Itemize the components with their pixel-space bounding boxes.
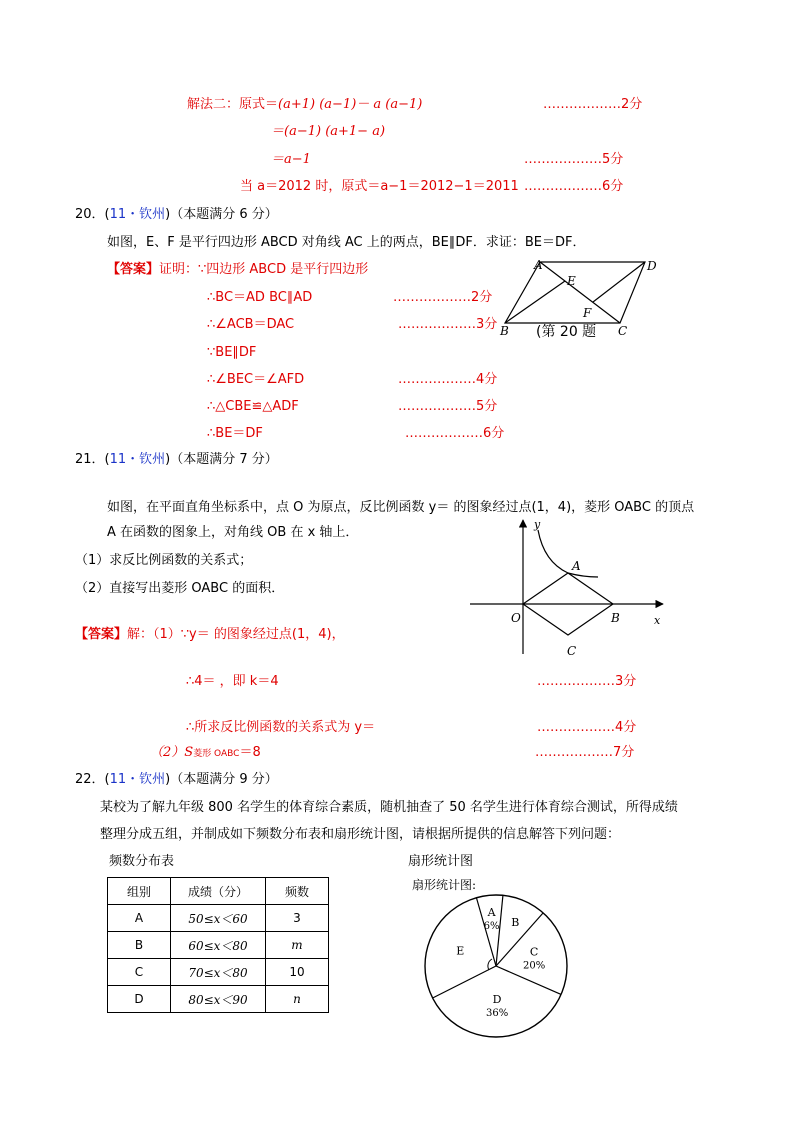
q20-step-3: ∵BE∥DF [207,345,257,360]
table-cell: B [108,932,171,959]
q19-method2-line1 [187,96,422,114]
q20-step-2: ∴∠ACB＝DAC [207,317,295,332]
label-f: F [583,306,592,320]
label-b: B [611,611,620,625]
label-c: C [567,644,577,658]
diagonal-ac [540,262,620,323]
table-cell: 80≤x＜90 [171,986,266,1013]
label-d: D [647,259,657,273]
q21-problem-line2: A 在函数的图象上，对角线 OB 在 x 轴上． [107,525,359,540]
pie-slice-c-percent: 20% [523,960,546,972]
q21-area-value: ＝8 [239,745,261,760]
q20-heading [75,206,278,224]
pie-slice-d-label: D [492,993,502,1007]
q21-answer-line3: ∴所求反比例函数的关系式为 y＝ [186,720,376,735]
q22-source: 11・钦州 [109,772,166,787]
q22-problem-line2: 整理分成五组，并制成如下频数分布表和扇形统计图，请根据所提供的信息解答下列问题： [100,827,621,842]
q20-problem: 如图，E、F 是平行四边形 ABCD 对角线 AC 上的两点，BE∥DF．求证：BE＝DF． [107,235,586,250]
q21-part1: （1）求反比例函数的关系式； [75,553,253,568]
q20-step-2-score: ………………3分 [398,317,498,332]
pie-slice-a-label: A [487,905,496,919]
parallelogram-abcd [505,262,645,323]
label-a: A [534,258,543,272]
q21-area-subscript: 菱形 OABC [193,749,240,759]
pie-inner-title: 扇形统计图: [412,878,477,892]
q22-score-note: )（本题满分 9 分） [165,772,278,787]
q20-answer-tag: 【答案】 [107,262,160,277]
table-row [108,905,329,932]
q20-parallelogram-figure [500,255,670,340]
table-cell: 50≤x＜60 [171,905,266,932]
segment-be [505,281,565,323]
q20-step-6: ∴BE＝DF [207,426,263,441]
label-c: C [618,324,628,338]
table-cell: A [108,905,171,932]
table-cell: 3 [266,905,329,932]
q19-method2-label: 解法二：原式＝ [187,97,279,112]
label-o: O [511,611,521,625]
q21-answer-text1: 解：（1）∵y＝ 的图象经过点(1，4)， [127,627,345,642]
q22-problem-line1: 某校为了解九年级 800 名学生的体育综合素质，随机抽查了 50 名学生进行体育综合测试，所得成绩 [100,800,678,815]
label-y: y [534,518,541,531]
q20-number: 20．( [75,207,110,222]
q20-step-4: ∴∠BEC＝∠AFD [207,372,305,387]
label-b: B [500,324,509,338]
hyperbola-curve [538,530,598,577]
q20-step-5: ∴△CBE≌△ADF [207,399,299,414]
q20-source: 11・钦州 [109,207,166,222]
q20-answer-lead: 证明：∵四边形 ABCD 是平行四边形 [159,262,369,277]
q21-answer-line2-score: ………………3分 [537,674,637,689]
table-header-group: 组别 [108,878,171,905]
q21-score-note: )（本题满分 7 分） [165,452,278,467]
q21-answer-line1 [75,626,345,644]
table-cell: 60≤x＜80 [171,932,266,959]
pie-slice-d-percent: 36% [485,1008,509,1020]
label-x: x [654,614,661,627]
table-row [108,959,329,986]
q19-line4-text: 当 a＝2012 时，原式＝a−1＝2012−1＝2011 [240,179,519,194]
label-a: A [572,559,581,573]
q21-answer-line2: ∴4＝ ，即 k＝4 [186,674,279,689]
q21-part2: （2）直接写出菱形 OABC 的面积． [75,581,285,596]
q21-answer-line3-score: ………………4分 [537,720,637,735]
pie-slice-c-label: C [529,945,539,959]
q21-answer-tag: 【答案】 [75,627,128,642]
q21-number: 21．( [75,452,110,467]
q22-table-title: 频数分布表 [109,854,175,869]
pie-chart [400,873,600,1038]
q19-line4-score: ………………6分 [524,179,624,194]
q20-step-6-score: ………………6分 [405,426,505,441]
figure-caption: (第 20 题 [536,324,597,340]
q20-step-5-score: ………………5分 [398,399,498,414]
table-header-frequency: 频数 [266,878,329,905]
q21-problem-line1: 如图，在平面直角坐标系中，点 O 为原点，反比例函数 y＝ 的图象经过点(1，4)，菱形 OABC 的顶点 [107,500,695,515]
q19-line2-expr: ＝(a−1) (a+1− a) [271,124,386,139]
q19-line3-expr: ＝a−1 [271,152,311,167]
q21-answer-line4 [150,744,261,763]
table-cell: 10 [266,959,329,986]
q19-line1-expr: (a+1) (a−1)－ a (a−1) [278,97,423,112]
table-header-row [108,878,329,905]
q22-pie-title: 扇形统计图 [408,854,474,869]
q19-line3-score: ………………5分 [524,152,624,167]
table-cell: D [108,986,171,1013]
frequency-table [107,877,329,1013]
table-cell: C [108,959,171,986]
q22-heading [75,771,278,789]
q21-answer-line4-score: ………………7分 [535,745,635,760]
table-row [108,932,329,959]
q20-step-1-score: ………………2分 [393,290,493,305]
q20-answer-line [107,261,368,279]
pie-slice-a-percent: 6% [483,920,500,932]
q20-step-1: ∴BC＝AD BC∥AD [207,290,313,305]
q21-source: 11・钦州 [109,452,166,467]
q21-heading [75,451,278,469]
q22-number: 22．( [75,772,110,787]
pie-slice-e-label: E [456,944,465,958]
table-cell: m [266,932,329,959]
pie-slice-b-label: B [511,915,520,929]
q20-score-note: )（本题满分 6 分） [165,207,278,222]
q21-area-symbol: （2）S [150,745,194,760]
q19-line1-score: ………………2分 [543,97,643,112]
label-e: E [567,274,576,288]
table-cell: 70≤x＜80 [171,959,266,986]
q21-coordinate-figure [468,518,668,660]
table-row [108,986,329,1013]
q20-step-4-score: ………………4分 [398,372,498,387]
table-cell: n [266,986,329,1013]
table-header-score: 成绩（分） [171,878,266,905]
